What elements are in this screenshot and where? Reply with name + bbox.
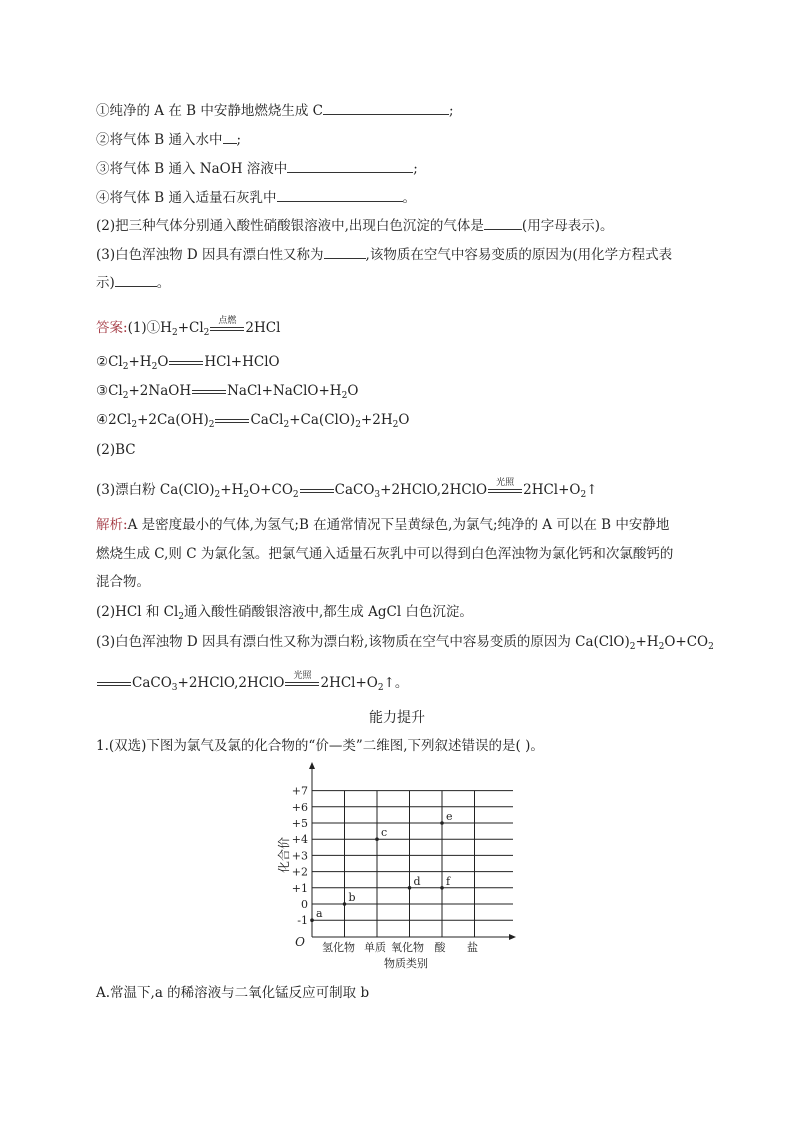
- analysis-line-5: (3)白色浑浊物 D 因具有漂白性又称为漂白粉,该物质在空气中容易变质的原因为 $Ca(ClO)_2+H_2O+CO_2$: [96, 634, 714, 652]
- y-tick-label: +2: [291, 865, 308, 879]
- x-tick-label: 单质: [364, 941, 386, 954]
- question-1: 1.(双选)下图为氯气及氯的化合物的“价—类”二维图,下列叙述错误的是( )。: [96, 738, 544, 754]
- reaction-arrow: [192, 387, 226, 397]
- text: 。: [402, 190, 417, 206]
- question-part-3: [96, 245, 672, 265]
- text: 燃烧生成 C,则 C 为氯化氢。把氯气通入适量石灰乳中可以得到白色浑浊物为氯化钙和次氯酸钙的: [96, 546, 674, 562]
- text: 2HCl: [245, 320, 281, 336]
- data-points: [310, 810, 452, 922]
- point-label: f: [446, 874, 451, 888]
- text: (2)HCl 和 Cl: [96, 604, 179, 620]
- y-tick-labels: [292, 785, 308, 928]
- blank: [323, 101, 449, 115]
- x-axis-label: 物质类别: [384, 957, 428, 970]
- text: ②将气体 B 通入水中: [96, 132, 223, 148]
- text: ③将气体 B 通入 NaOH 溶液中: [96, 161, 288, 177]
- x-tick-label: 氢化物: [322, 941, 355, 954]
- reaction-arrow: [97, 679, 131, 689]
- data-point: [375, 837, 379, 841]
- point-label: a: [316, 907, 323, 921]
- reaction-arrow: [210, 315, 244, 334]
- condition: 点燃: [218, 315, 237, 326]
- analysis-line-2: [96, 544, 673, 564]
- blank: [324, 245, 366, 259]
- answer-line-1: 答案$:(1)①H_2+Cl_2$ 点燃 2HCl: [96, 318, 280, 338]
- text: (2)把三种气体分别通入酸性硝酸银溶液中,出现白色沉淀的气体是: [96, 218, 484, 234]
- text: 混合物。: [96, 574, 150, 590]
- text: (2)BC: [96, 442, 136, 458]
- analysis-line-1: [96, 515, 669, 535]
- data-point: [408, 886, 412, 890]
- reaction-arrow: [488, 477, 522, 496]
- question-part-2: [96, 216, 613, 236]
- answer-line-2: $②Cl_2+H_2O$ HCl+HClO: [96, 354, 280, 372]
- answer-line-3: $③Cl_2+2NaOH$ $NaCl+NaClO+H_2O$: [96, 383, 359, 401]
- text: 。: [156, 275, 171, 291]
- blank: [277, 188, 403, 202]
- reaction-arrow: [285, 670, 319, 689]
- text: ④2Cl: [96, 412, 132, 428]
- y-tick-label: +3: [291, 849, 308, 863]
- chart-axes: [312, 763, 515, 937]
- blank: [287, 159, 413, 173]
- text: ;: [448, 103, 454, 119]
- x-tick-label: 氧化物: [391, 941, 424, 954]
- x-tick-labels: [322, 940, 478, 954]
- answer-line-5: [96, 440, 136, 460]
- analysis-line-6: CaCO$_3$+2HClO,2HClO 光照 $2HCl+O_2↑$。: [96, 673, 408, 693]
- question-line-4: [96, 188, 416, 208]
- y-axis-label: 化合价: [277, 836, 291, 874]
- y-tick-label: +1: [291, 881, 308, 895]
- answer-line-6: (3)漂白粉 $Ca(ClO)_2+H_2O+CO_2$ CaCO$_3$+2HClO,2HClO 光照 $2HCl+O_2↑$: [96, 480, 598, 500]
- data-point: [440, 886, 444, 890]
- answer-label: 答案:: [96, 320, 128, 336]
- text: (3)漂白粉 Ca(ClO): [96, 482, 215, 498]
- question-line-1: [96, 101, 454, 121]
- x-tick-label: 盐: [467, 941, 478, 954]
- text: 示): [96, 275, 115, 291]
- point-label: c: [381, 826, 388, 840]
- reaction-arrow: [215, 416, 249, 426]
- blank: [115, 273, 157, 287]
- data-point: [310, 918, 314, 922]
- y-tick-label: +4: [291, 833, 308, 847]
- blank: [223, 130, 237, 144]
- reaction-arrow: [169, 358, 203, 368]
- section-title: 能力提升: [369, 710, 425, 726]
- text: 2HCl+O: [523, 482, 581, 498]
- y-tick-label: +6: [291, 800, 308, 814]
- reaction-arrow: [300, 486, 334, 496]
- text: 通入酸性硝酸银溶液中,都生成 AgCl 白色沉淀。: [184, 604, 473, 620]
- option-a: A.常温下,a 的稀溶液与二氧化锰反应可制取 b: [96, 985, 370, 1001]
- text: (3)白色浑浊物 D 因具有漂白性又称为: [96, 247, 324, 263]
- blank: [484, 216, 522, 230]
- point-label: d: [413, 874, 421, 888]
- text: A 是密度最小的气体,为氢气;B 在通常情况下呈黄绿色,为氯气;纯净的 A 可以在 B 中安静地: [127, 517, 670, 533]
- answer-line-4: $④2Cl_2+2Ca(OH)_2$ $CaCl_2+Ca(ClO)_2+2H_2O$: [96, 412, 410, 430]
- text: (用字母表示)。: [521, 218, 614, 234]
- text: ④将气体 B 通入适量石灰乳中: [96, 190, 277, 206]
- analysis-line-3: [96, 572, 150, 592]
- y-tick-label: -1: [297, 914, 308, 928]
- text: ③Cl: [96, 383, 123, 399]
- text: ②Cl: [96, 354, 123, 370]
- y-tick-label: 0: [301, 898, 308, 911]
- y-tick-label: +5: [291, 817, 308, 830]
- x-tick-label: 酸: [434, 941, 446, 954]
- data-point: [440, 821, 444, 825]
- origin-label: O: [295, 935, 305, 949]
- data-point: [343, 902, 347, 906]
- question-part-3-cont: [96, 273, 170, 293]
- valence-type-chart: [270, 755, 530, 975]
- point-label: b: [348, 891, 356, 904]
- text: (1)①H: [127, 320, 172, 336]
- point-label: e: [446, 810, 453, 823]
- question-line-2: [96, 130, 241, 150]
- question-line-3: [96, 159, 418, 179]
- text: ;: [413, 161, 418, 177]
- text: (3)白色浑浊物 D 因具有漂白性又称为漂白粉,该物质在空气中容易变质的原因为 Ca(ClO): [96, 634, 630, 650]
- condition: 光照: [293, 670, 312, 681]
- text: ①纯净的 A 在 B 中安静地燃烧生成 C: [96, 103, 323, 119]
- analysis-label: 解析:: [96, 517, 128, 533]
- text: ,该物质在空气中容易变质的原因为(用化学方程式表: [365, 247, 673, 263]
- text: ;: [236, 132, 242, 148]
- chart-grid: [312, 791, 513, 937]
- condition: 光照: [496, 477, 515, 488]
- analysis-line-4: (2)HCl 和 $Cl_2$通入酸性硝酸银溶液中,都生成 AgCl 白色沉淀。: [96, 604, 473, 622]
- y-tick-label: +7: [291, 784, 308, 798]
